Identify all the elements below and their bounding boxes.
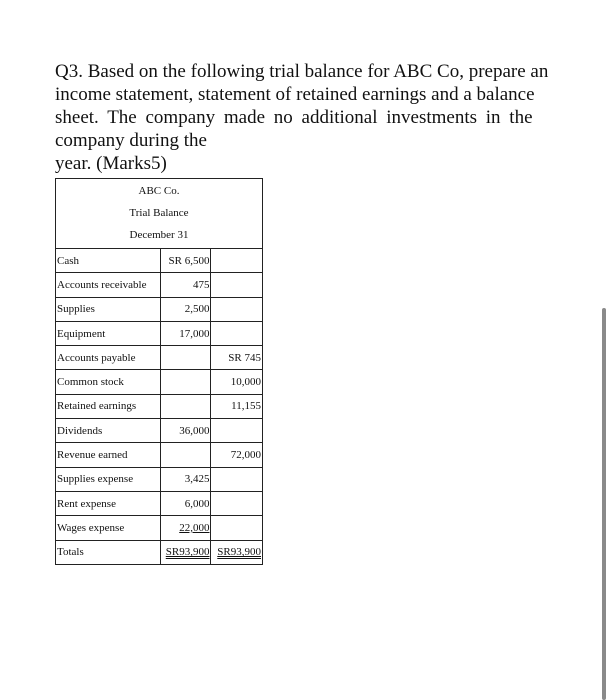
cell-debit: 22,000 [161,516,211,540]
cell-account: Common stock [56,370,161,394]
word-company: company [55,130,125,151]
table-row [56,516,262,540]
table-row [56,370,262,394]
cell-debit [161,394,211,418]
trial-balance-rows [56,249,262,564]
table-row [56,419,262,443]
cell-account: Supplies expense [56,467,161,491]
cell-credit [211,516,262,540]
trial-balance-header [56,179,262,249]
cell-credit [211,273,262,297]
table-row [56,273,262,297]
cell-credit: SR93,900 [211,540,262,564]
cell-account: Supplies [56,297,161,321]
cell-debit: SR93,900 [161,540,211,564]
question-line-4 [55,129,553,152]
cell-credit [211,467,262,491]
cell-debit: 3,425 [161,467,211,491]
table-row [56,467,262,491]
table-row [56,540,262,564]
vertical-scrollbar[interactable] [602,308,606,700]
cell-account: Accounts receivable [56,273,161,297]
question-line-3 [55,106,553,129]
cell-debit: SR 6,500 [161,249,211,273]
cell-account: Equipment [56,321,161,345]
cell-credit [211,249,262,273]
word-the: the [183,130,207,151]
table-row [56,491,262,515]
question-line-1: Q3. Based on the following trial balance for ABC Co, prepare an [55,61,549,82]
cell-account: Wages expense [56,516,161,540]
question-line-2 [55,83,553,106]
cell-debit [161,443,211,467]
cell-account: Revenue earned [56,443,161,467]
table-row [56,297,262,321]
cell-credit [211,419,262,443]
cell-credit: 10,000 [211,370,262,394]
cell-account: Rent expense [56,491,161,515]
table-row [56,249,262,273]
cell-debit: 17,000 [161,321,211,345]
word-year: year. [55,153,92,174]
table-row [56,321,262,345]
question-text [55,60,553,175]
cell-debit: 36,000 [161,419,211,443]
marks-label: (Marks5) [96,153,167,174]
word-during: during [129,130,180,151]
cell-account: Accounts payable [56,346,161,370]
table-row [56,346,262,370]
trial-balance-table [55,178,263,565]
company-name: ABC Co. [138,185,180,197]
cell-credit [211,321,262,345]
cell-account: Retained earnings [56,394,161,418]
table-row [56,443,262,467]
table-row [56,394,262,418]
cell-debit: 2,500 [161,297,211,321]
question-line-2-text: income statement, statement of retained earnings and a balance [55,84,535,105]
cell-credit [211,297,262,321]
cell-debit [161,346,211,370]
cell-credit: 11,155 [211,394,262,418]
statement-date: December 31 [129,229,189,241]
question-line-5 [55,152,553,175]
cell-account: Cash [56,249,161,273]
cell-debit: 475 [161,273,211,297]
cell-credit [211,491,262,515]
cell-debit: 6,000 [161,491,211,515]
question-line-3-text: sheet. The company made no additional investments in the [55,107,533,128]
cell-credit: SR 745 [211,346,262,370]
cell-credit: 72,000 [211,443,262,467]
cell-debit [161,370,211,394]
cell-account: Totals [56,540,161,564]
cell-account: Dividends [56,419,161,443]
statement-title: Trial Balance [129,207,189,219]
